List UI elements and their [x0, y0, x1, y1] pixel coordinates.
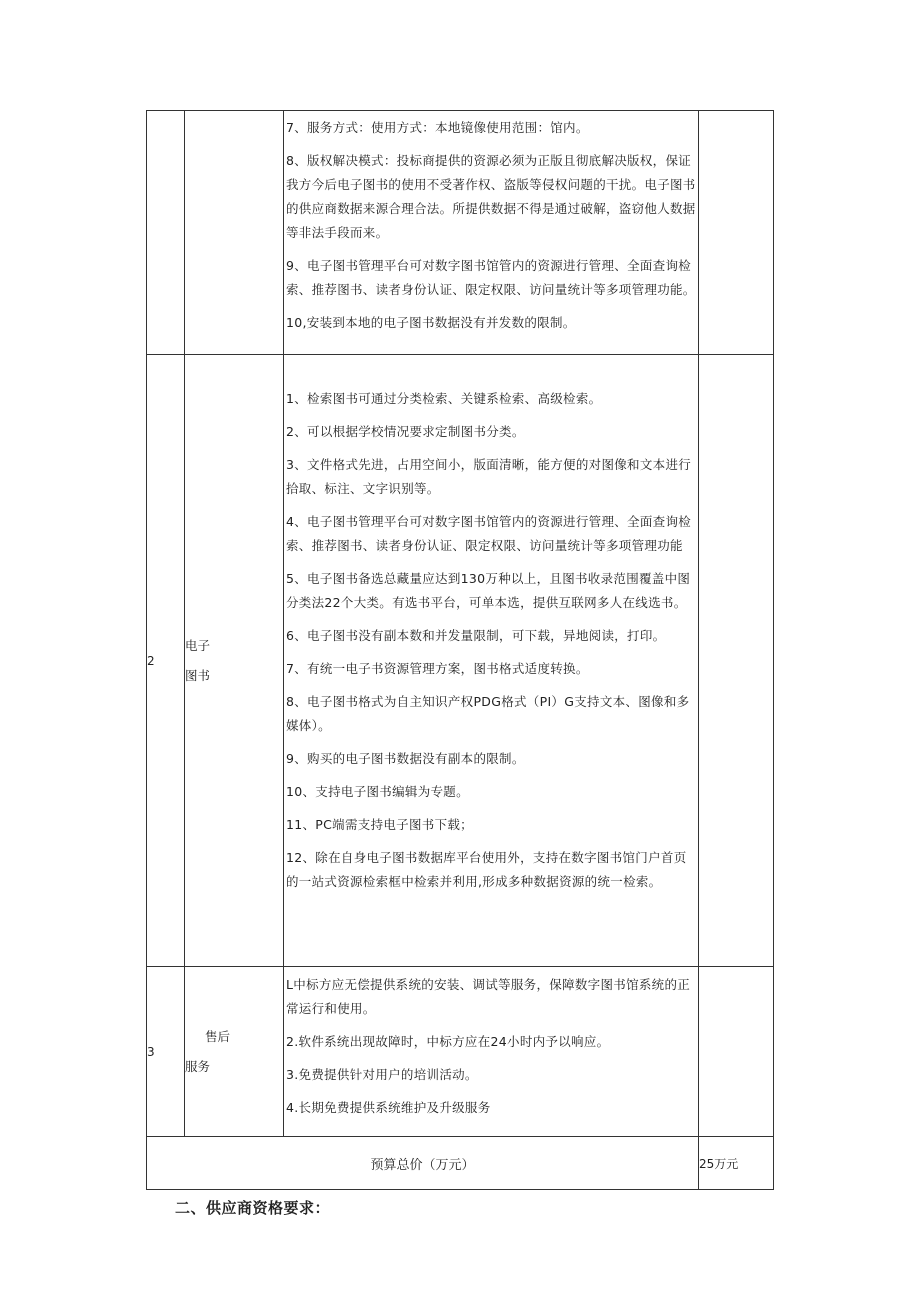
- table-row: [147, 967, 774, 1137]
- row-number-cell: 3: [147, 967, 185, 1137]
- requirement-item: 4.长期免费提供系统维护及升级服务: [286, 1100, 491, 1115]
- requirement-item: 10、支持电子图书编辑为专题。: [286, 784, 469, 799]
- requirement-item: 8、版权解决模式：投标商提供的资源必须为正版且彻底解决版权，保证我方今后电子图书的使用不受著作权、盗版等侵权问题的干扰。电子图书的供应商数据来源合理合法。所提供数据不得是通过破解，盗窃他人数据等非法手段而来。: [286, 153, 696, 240]
- requirement-item: 2、可以根据学校情况要求定制图书分类。: [286, 424, 525, 439]
- row-number-cell: 2: [147, 355, 185, 967]
- requirements-table: [146, 110, 774, 1190]
- requirement-item: 12、除在自身电子图书数据库平台使用外，支持在数字图书馆门户首页的一站式资源检索框中检索并利用,形成多种数据资源的统一检索。: [286, 850, 687, 889]
- requirement-item: 5、电子图书备选总藏量应达到130万种以上，且图书收录范围覆盖中图分类法22个大类。有选书平台，可单本选，提供互联网多人在线选书。: [286, 571, 691, 610]
- row-label-line: 售后: [205, 1028, 231, 1044]
- requirement-item: 7、有统一电子书资源管理方案，图书格式适度转换。: [286, 661, 589, 676]
- requirement-item: 8、电子图书格式为自主知识产权PDG格式（PI）G支持文本、图像和多媒体）。: [286, 694, 690, 733]
- row-label-line: 图书: [185, 667, 211, 683]
- requirement-item: 10,安装到本地的电子图书数据没有并发数的限制。: [286, 315, 576, 330]
- row-note-cell: [699, 355, 774, 967]
- row-note-cell: [699, 967, 774, 1137]
- requirement-item: 7、服务方式：使用方式：本地镜像使用范围：馆内。: [286, 120, 589, 135]
- row-note-cell: [699, 111, 774, 355]
- row-number-cell: [147, 111, 185, 355]
- requirement-item: 1、检索图书可通过分类检索、关键系检索、高级检索。: [286, 391, 602, 406]
- requirement-item: 2.软件系统出现故障时，中标方应在24小时内予以响应。: [286, 1034, 610, 1049]
- requirement-item: 9、电子图书管理平台可对数字图书馆管内的资源进行管理、全面查询检索、推荐图书、读者身份认证、限定权限、访问量统计等多项管理功能。: [286, 258, 696, 297]
- requirement-item: 6、电子图书没有副本数和并发量限制，可下载，异地阅读，打印。: [286, 628, 666, 643]
- table-row: [147, 111, 774, 355]
- total-label: 预算总价（万元）: [147, 1137, 699, 1190]
- requirement-item: 9、购买的电子图书数据没有副本的限制。: [286, 751, 525, 766]
- requirement-item: 11、PC端需支持电子图书下载；: [286, 817, 473, 832]
- row-label-line: 电子: [185, 637, 211, 653]
- table-row: [147, 355, 774, 967]
- row-label-cell: [185, 967, 284, 1137]
- requirement-item: L中标方应无偿提供系统的安装、调试等服务，保障数字图书馆系统的正常运行和使用。: [286, 977, 691, 1016]
- row-content-cell: [284, 111, 699, 355]
- section-heading: 二、供应商资格要求：: [175, 1199, 331, 1217]
- row-label-line: 服务: [185, 1058, 211, 1074]
- row-content-cell: [284, 967, 699, 1137]
- requirement-item: 4、电子图书管理平台可对数字图书馆管内的资源进行管理、全面查询检索、推荐图书、读者身份认证、限定权限、访问量统计等多项管理功能: [286, 514, 692, 553]
- requirement-item: 3、文件格式先进，占用空间小，版面清晰，能方便的对图像和文本进行拾取、标注、文字识别等。: [286, 457, 692, 496]
- row-content-cell: [284, 355, 699, 967]
- row-label-cell: [185, 111, 284, 355]
- total-value: 25万元: [699, 1137, 774, 1190]
- row-label-cell: [185, 355, 284, 967]
- requirement-item: 3.免费提供针对用户的培训活动。: [286, 1067, 478, 1082]
- total-row: [147, 1137, 774, 1190]
